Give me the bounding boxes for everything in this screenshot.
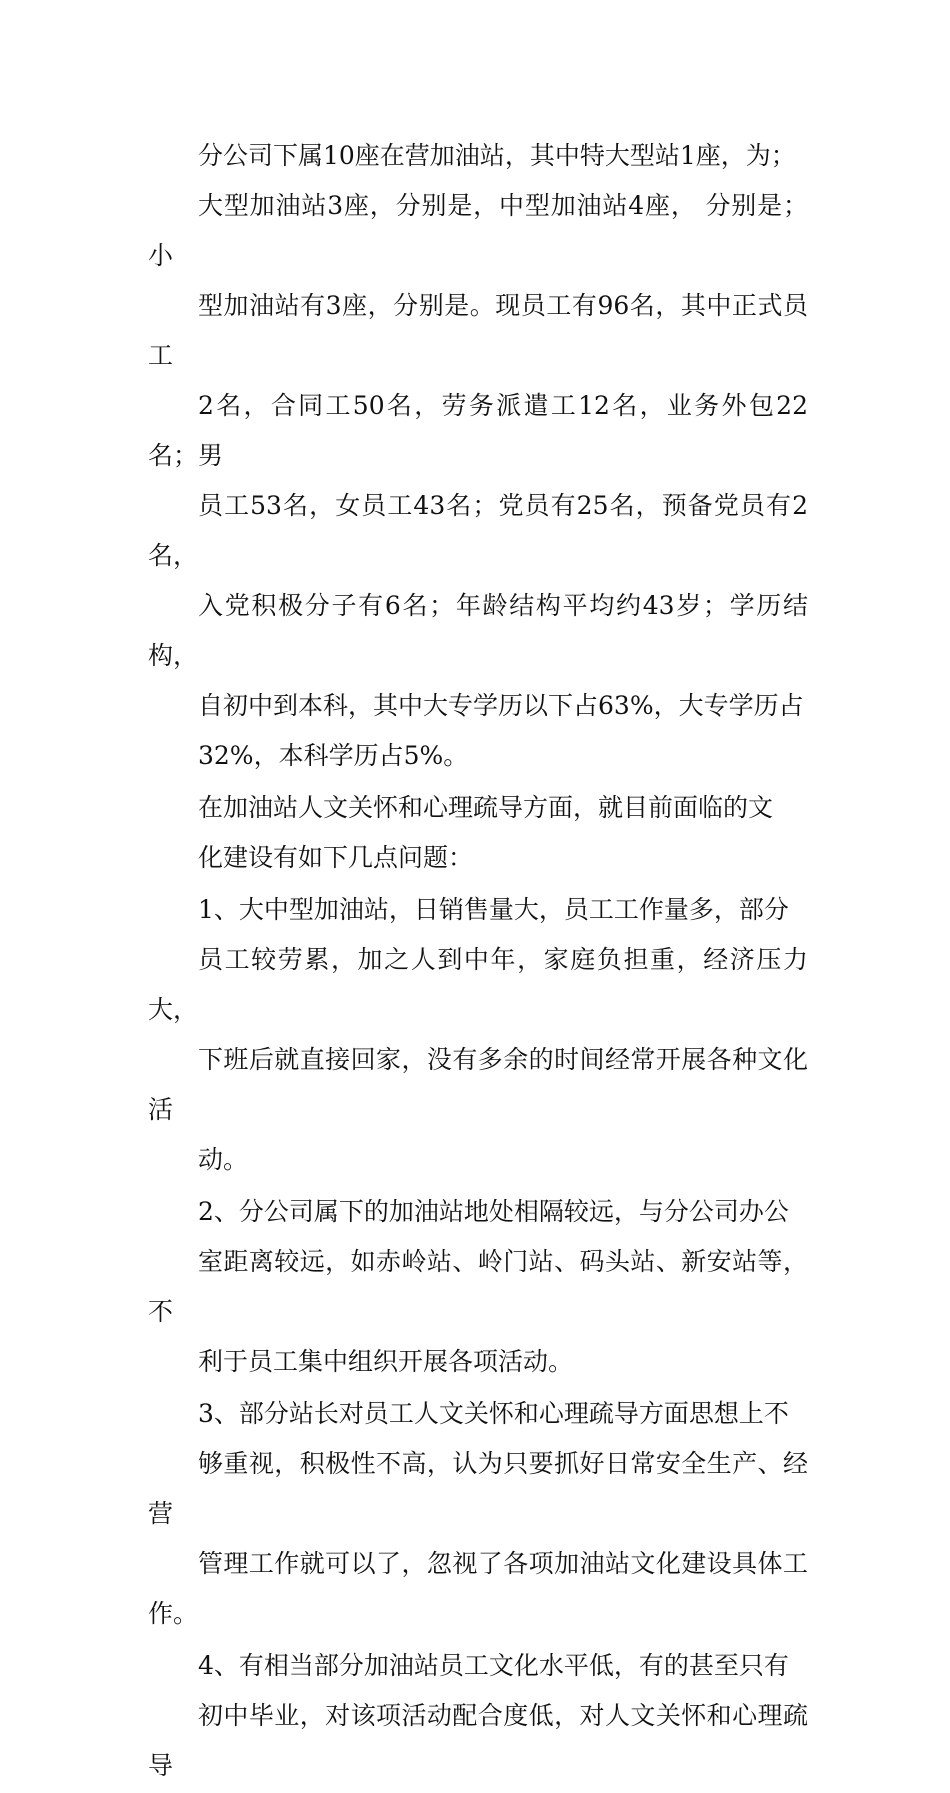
text-line: 室距离较远，如赤岭站、岭门站、码头站、新安站等，不 [148,1247,808,1326]
document-body [148,131,808,1793]
text-line: 够重视，积极性不高，认为只要抓好日常安全生产、经营 [148,1449,808,1528]
text-line: 利于员工集中组织开展各项活动。 [198,1347,574,1376]
text-line: 分公司下属10座在营加油站，其中特大型站1座，为； [198,141,796,170]
text-line: 3、部分站长对员工人文关怀和心理疏导方面思想上不 [198,1399,789,1428]
text-line: 管理工作就可以了，忽视了各项加油站文化建设具体工作。 [148,1549,808,1628]
text-line: 4、有相当部分加油站员工文化水平低，有的甚至只有 [198,1651,789,1680]
text-line: 在加油站人文关怀和心理疏导方面，就目前面临的文 [198,793,774,822]
text-line: 员工53名，女员工43名；党员有25名，预备党员有2名， [148,491,808,570]
text-line: 化建设有如下几点问题： [198,843,474,872]
text-line: 2名，合同工50名，劳务派遣工12名，业务外包22名；男 [148,391,808,470]
paragraph-5 [148,1389,808,1639]
text-line: 32%，本科学历占5%。 [198,741,469,770]
text-line: 动。 [198,1145,249,1174]
text-line: 员工较劳累，加之人到中年，家庭负担重，经济压力大， [148,945,808,1024]
text-line: 大型加油站3座，分别是，中型加油站4座， 分别是；小 [148,191,808,270]
paragraph-4 [148,1187,808,1387]
text-line: 型加油站有3座，分别是。现员工有96名，其中正式员工 [148,291,808,370]
text-line: 初中毕业，对该项活动配合度低，对人文关怀和心理疏导 [148,1701,808,1780]
paragraph-6 [148,1641,808,1791]
text-line: 1、大中型加油站，日销售量大，员工工作量多，部分 [198,895,789,924]
text-line: 2、分公司属下的加油站地处相隔较远，与分公司办公 [198,1197,789,1226]
paragraph-2 [148,783,808,883]
text-line: 自初中到本科，其中大专学历以下占63%，大专学历占 [198,691,804,720]
text-line: 下班后就直接回家，没有多余的时间经常开展各种文化活 [148,1045,808,1124]
paragraph-1 [148,131,808,781]
text-line: 入党积极分子有6名；年龄结构平均约43岁；学历结构， [148,591,808,670]
paragraph-3 [148,885,808,1185]
